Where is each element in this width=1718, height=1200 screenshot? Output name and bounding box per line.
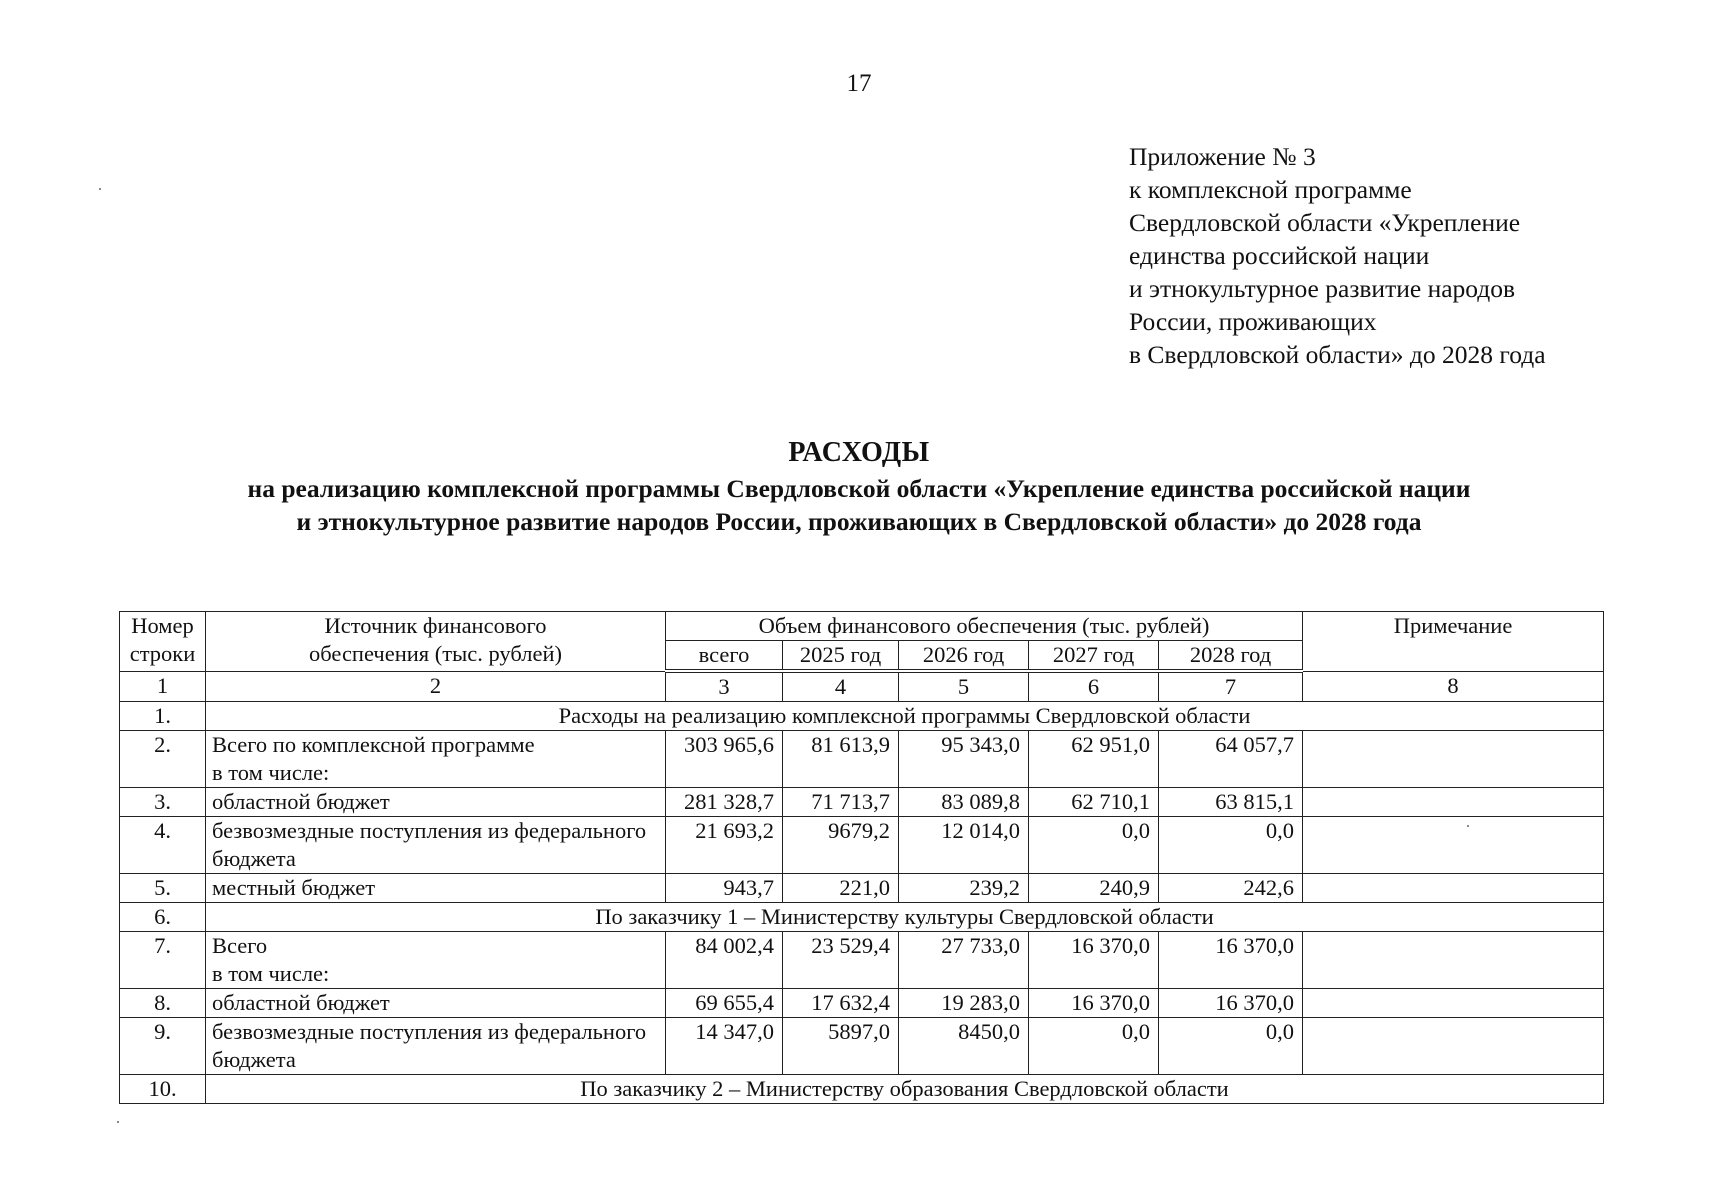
value-cell-y2027: 240,9 [1029,874,1159,903]
note-cell [1303,989,1604,1018]
value-cell-y2028: 0,0 [1159,817,1303,874]
source-cell: Всего в том числе: [206,932,666,989]
section-row [120,702,1604,731]
value-cell-y2028: 64 057,7 [1159,731,1303,788]
value-cell-total: 943,7 [666,874,783,903]
appendix-line: Приложение № 3 [1129,142,1316,171]
header-volume: Объем финансового обеспечения (тыс. рублей) [666,612,1303,641]
source-cell: местный бюджет [206,874,666,903]
document-title [0,434,1718,538]
value-cell-y2025: 5897,0 [783,1018,899,1075]
header-note: Примечание [1303,612,1604,672]
column-number: 4 [783,671,899,702]
column-number: 3 [666,671,783,702]
source-cell: Всего по комплексной программе в том числе: [206,731,666,788]
row-number: 9. [120,1018,206,1075]
scan-dot [1467,825,1469,827]
note-cell [1303,731,1604,788]
value-cell-y2026: 8450,0 [899,1018,1029,1075]
table-row [120,989,1604,1018]
header-row-number: Номер строки [120,612,206,672]
value-cell-total: 84 002,4 [666,932,783,989]
section-title: По заказчику 2 – Министерству образования Свердловской области [206,1075,1604,1104]
table-row [120,817,1604,874]
row-number: 6. [120,903,206,932]
value-cell-y2026: 95 343,0 [899,731,1029,788]
column-number: 1 [120,671,206,702]
source-cell: областной бюджет [206,989,666,1018]
column-number: 8 [1303,671,1604,702]
appendix-line: единства российской нации [1129,241,1430,270]
value-cell-y2026: 12 014,0 [899,817,1029,874]
row-number: 2. [120,731,206,788]
header-2025: 2025 год [783,641,899,672]
value-cell-y2028: 242,6 [1159,874,1303,903]
value-cell-total: 21 693,2 [666,817,783,874]
note-cell [1303,932,1604,989]
row-number: 8. [120,989,206,1018]
value-cell-y2026: 19 283,0 [899,989,1029,1018]
header-2027: 2027 год [1029,641,1159,672]
row-number: 4. [120,817,206,874]
row-number: 3. [120,788,206,817]
financing-table [119,611,1604,1104]
header-2028: 2028 год [1159,641,1303,672]
appendix-line: и этнокультурное развитие народов [1129,274,1516,303]
appendix-line: в Свердловской области» до 2028 года [1129,340,1546,369]
value-cell-y2025: 17 632,4 [783,989,899,1018]
scan-dot [117,1121,119,1123]
value-cell-y2026: 239,2 [899,874,1029,903]
value-cell-y2026: 83 089,8 [899,788,1029,817]
value-cell-y2025: 71 713,7 [783,788,899,817]
source-cell: безвозмездные поступления из федерального бюджета [206,1018,666,1075]
table-row [120,731,1604,788]
note-cell [1303,788,1604,817]
table-row [120,788,1604,817]
value-cell-total: 14 347,0 [666,1018,783,1075]
value-cell-y2025: 81 613,9 [783,731,899,788]
header-total: всего [666,641,783,672]
table-header [120,612,1604,672]
note-cell [1303,817,1604,874]
value-cell-y2026: 27 733,0 [899,932,1029,989]
table-row [120,874,1604,903]
scan-dot [99,188,101,190]
header-source: Источник финансового обеспечения (тыс. рублей) [206,612,666,672]
title-line-2: и этнокультурное развитие народов России, проживающих в Свердловской области» до 2028 года [296,507,1422,536]
appendix-line: к комплексной программе [1129,175,1412,204]
source-cell: областной бюджет [206,788,666,817]
value-cell-y2027: 62 710,1 [1029,788,1159,817]
section-row [120,1075,1604,1104]
row-number: 1. [120,702,206,731]
column-numbers-row [120,671,1604,702]
value-cell-y2028: 16 370,0 [1159,989,1303,1018]
section-title: Расходы на реализацию комплексной программы Свердловской области [206,702,1604,731]
title-heading: РАСХОДЫ [788,437,930,468]
value-cell-y2027: 62 951,0 [1029,731,1159,788]
column-number: 7 [1159,671,1303,702]
value-cell-y2028: 63 815,1 [1159,788,1303,817]
value-cell-total: 69 655,4 [666,989,783,1018]
section-title: По заказчику 1 – Министерству культуры Свердловской области [206,903,1604,932]
value-cell-y2025: 23 529,4 [783,932,899,989]
source-cell: безвозмездные поступления из федерального бюджета [206,817,666,874]
row-number: 10. [120,1075,206,1104]
value-cell-total: 281 328,7 [666,788,783,817]
value-cell-y2027: 16 370,0 [1029,989,1159,1018]
value-cell-y2027: 0,0 [1029,1018,1159,1075]
appendix-line: России, проживающих [1129,307,1377,336]
column-number: 5 [899,671,1029,702]
note-cell [1303,1018,1604,1075]
value-cell-y2028: 0,0 [1159,1018,1303,1075]
value-cell-total: 303 965,6 [666,731,783,788]
section-row [120,903,1604,932]
table-row [120,932,1604,989]
table-body [120,671,1604,1104]
value-cell-y2027: 0,0 [1029,817,1159,874]
value-cell-y2028: 16 370,0 [1159,932,1303,989]
appendix-line: Свердловской области «Укрепление [1129,208,1521,237]
row-number: 7. [120,932,206,989]
row-number: 5. [120,874,206,903]
page-number: 17 [846,70,872,97]
column-number: 6 [1029,671,1159,702]
title-line-1: на реализацию комплексной программы Свердловской области «Укрепление единства российской нации [247,474,1471,503]
column-number: 2 [206,671,666,702]
value-cell-y2025: 9679,2 [783,817,899,874]
value-cell-y2027: 16 370,0 [1029,932,1159,989]
note-cell [1303,874,1604,903]
header-2026: 2026 год [899,641,1029,672]
table-row [120,1018,1604,1075]
appendix-block [1129,140,1689,371]
value-cell-y2025: 221,0 [783,874,899,903]
